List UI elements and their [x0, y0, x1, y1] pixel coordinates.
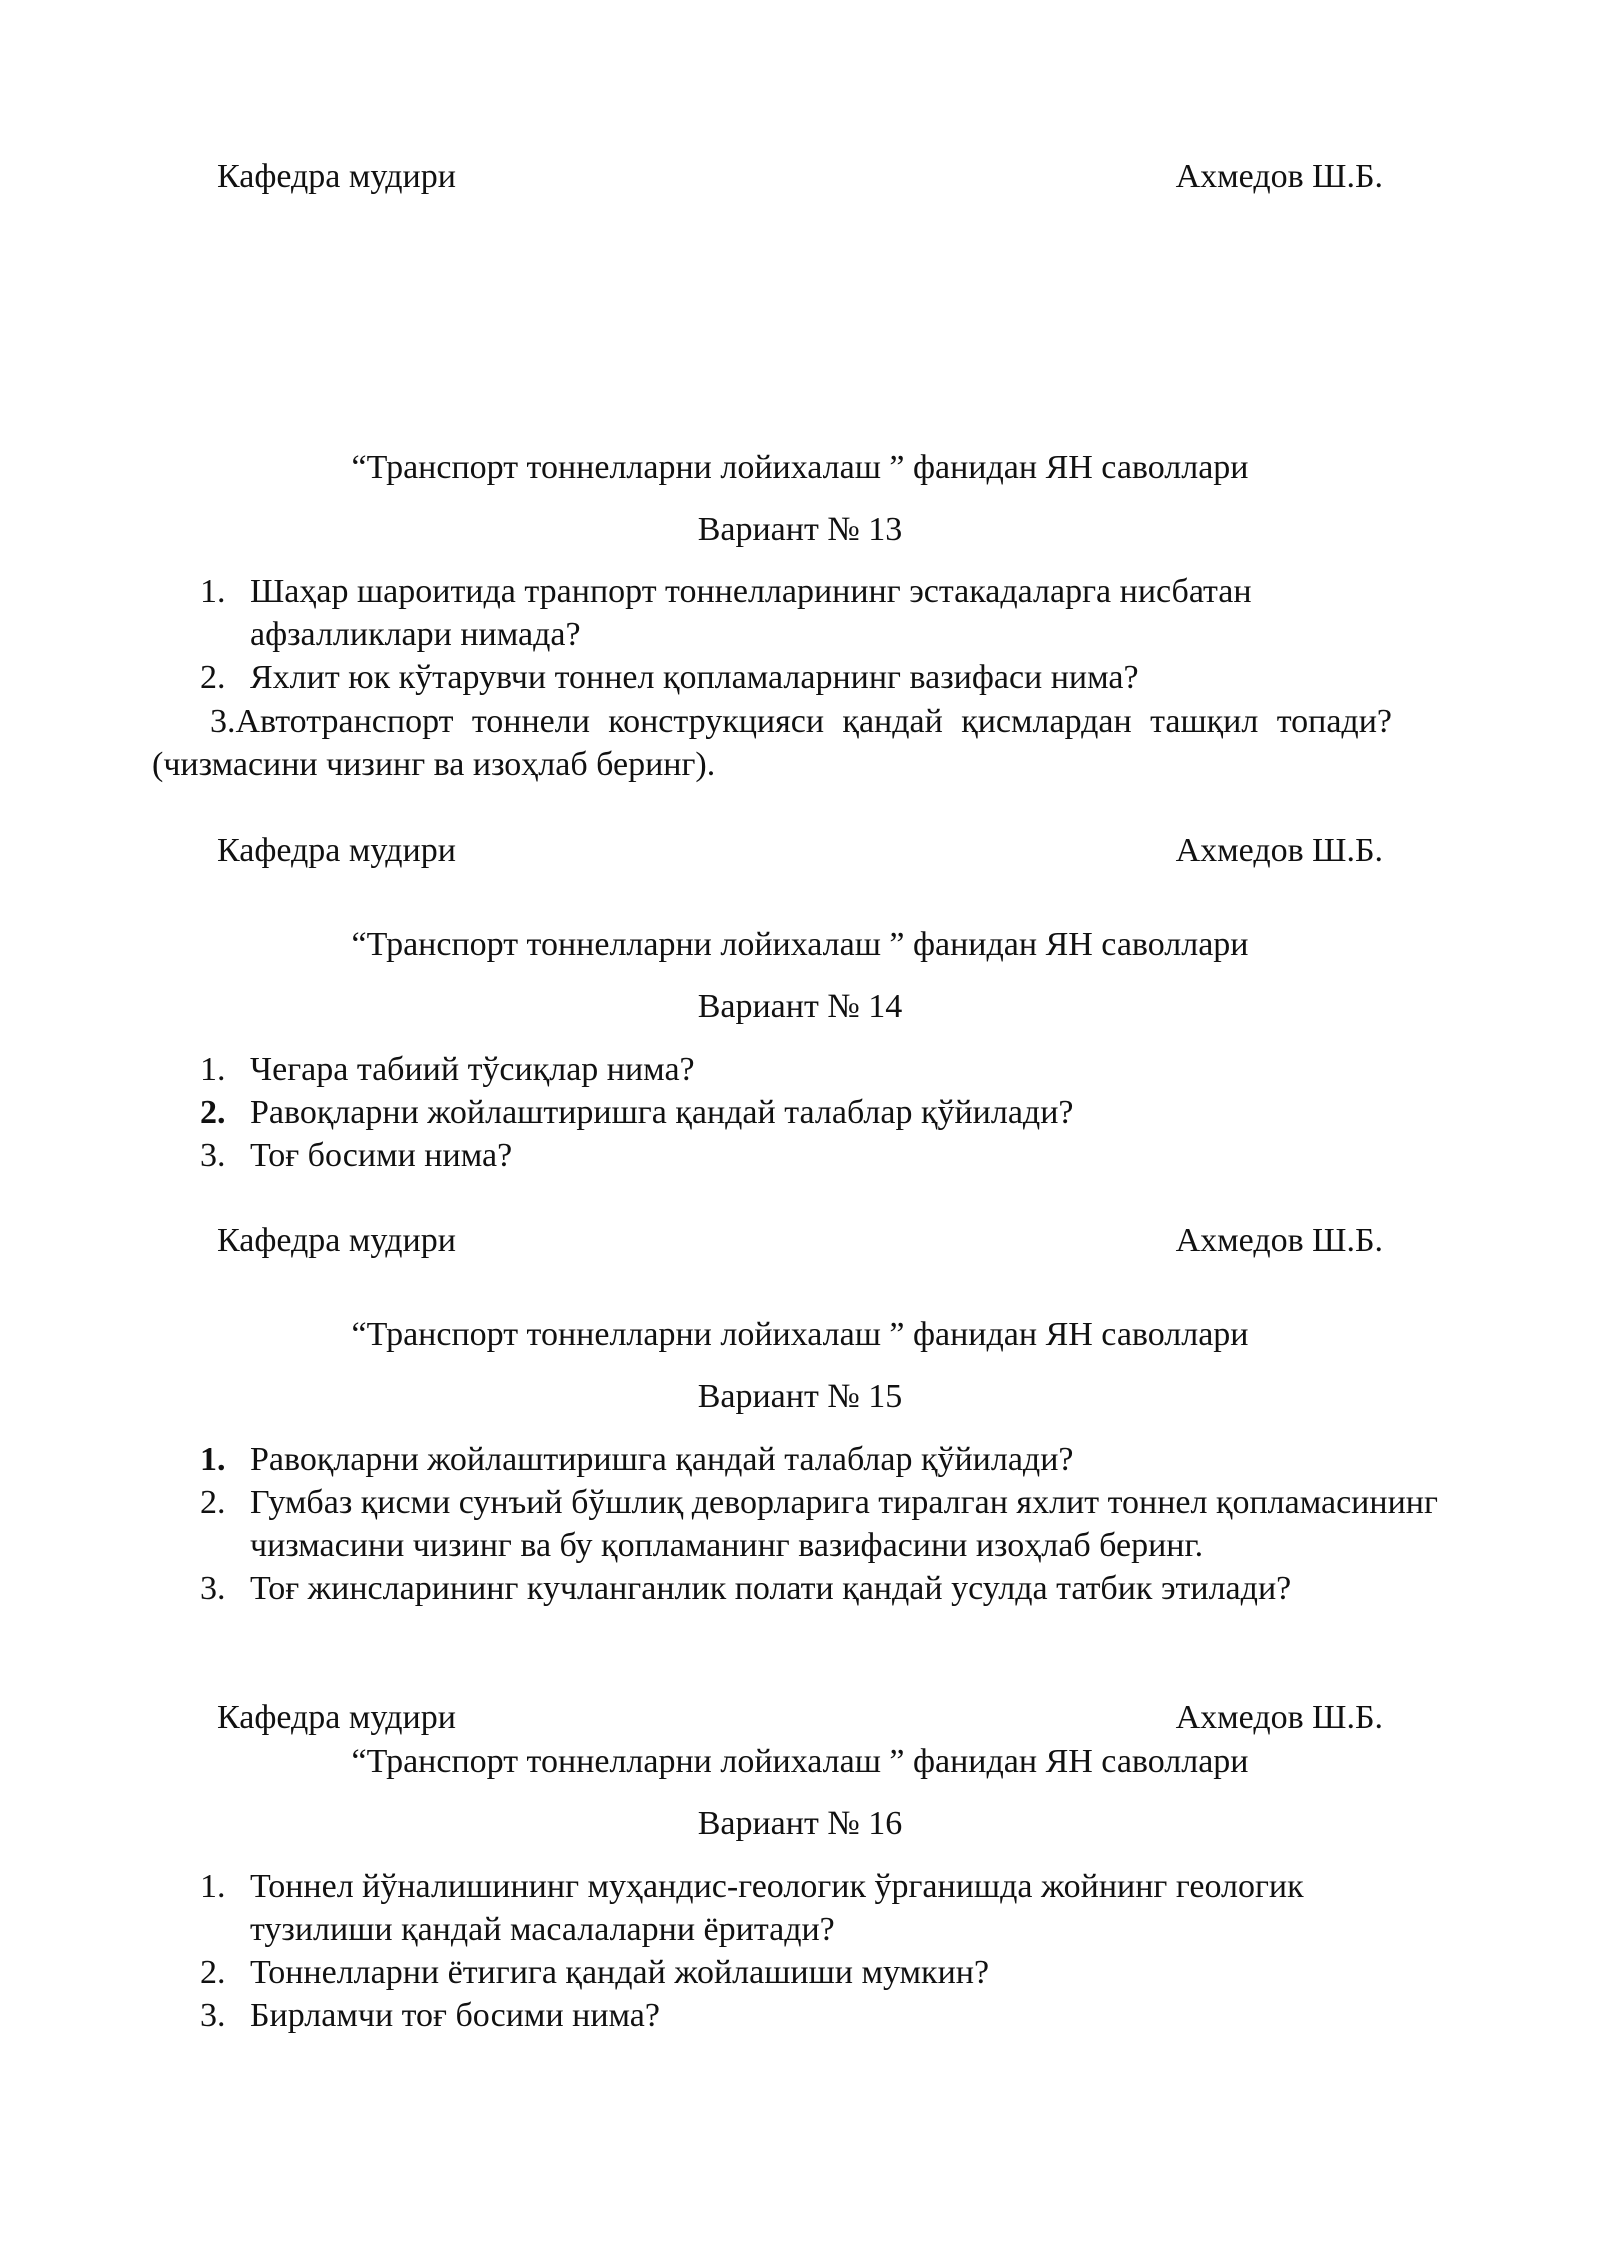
question-list [0, 1048, 1600, 1177]
question-number: 2. [200, 659, 226, 696]
question-list [0, 1438, 1600, 1610]
exam-title: “Транспорт тоннелларни лойихалаш ” фанидан ЯН саволлари [351, 1316, 1249, 1353]
signature-line [217, 155, 1383, 198]
question-item [152, 700, 1392, 786]
question-number: 1. [200, 1441, 226, 1478]
question-list [0, 570, 1600, 699]
question-item [0, 1865, 1440, 1951]
question-text: Тоғ жинсларининг кучланганлик полати қандай усулда татбик этилади? [250, 1570, 1292, 1607]
question-number: 1. [200, 573, 226, 610]
signature-line [217, 1696, 1383, 1739]
question-text: Гумбаз қисми сунъий бўшлиқ деворларига тиралган яхлит тоннел қопламасининг чизмасини чизинг ва бу қопламанинг вазифасини изоҳлаб беринг. [250, 1484, 1438, 1564]
question-item [0, 1438, 1440, 1481]
question-list [0, 1865, 1600, 2037]
question-item [0, 656, 1440, 699]
signature-person: Ахмедов Ш.Б. [1175, 158, 1383, 195]
signature-role: Кафедра мудири [217, 158, 456, 195]
question-text: Яхлит юк кўтарувчи тоннел қопламаларнинг вазифаси нима? [250, 659, 1139, 696]
question-item [0, 570, 1440, 656]
variant-label: Вариант № 13 [697, 511, 903, 548]
question-text: Тоннел йўналишининг муҳандис-геологик ўрганишда жойнинг геологик тузилиши қандай масалаларни ёритади? [250, 1868, 1304, 1948]
question-item [0, 1481, 1440, 1567]
signature-role: Кафедра мудири [217, 832, 456, 869]
variant-label: Вариант № 15 [697, 1378, 903, 1415]
signature-role: Кафедра мудири [217, 1699, 456, 1736]
signature-line [217, 1219, 1383, 1262]
question-item [0, 1951, 1440, 1994]
signature-line [217, 829, 1383, 872]
signature-person: Ахмедов Ш.Б. [1175, 1699, 1383, 1736]
question-item [0, 1048, 1440, 1091]
question-text: Автотранспорт тоннели конструкцияси қандай қисмлардан ташқил топади? (чизмасини чизинг ва изоҳлаб беринг). [152, 703, 1392, 783]
question-text: Тоғ босими нима? [250, 1137, 513, 1174]
question-item [0, 1091, 1440, 1134]
signature-person: Ахмедов Ш.Б. [1175, 832, 1383, 869]
exam-title: “Транспорт тоннелларни лойихалаш ” фанидан ЯН саволлари [351, 449, 1249, 486]
question-text: Равоқларни жойлаштиришга қандай талаблар қўйилади? [250, 1094, 1074, 1131]
question-text: Бирламчи тоғ босими нима? [250, 1997, 660, 2034]
question-number: 1. [200, 1868, 226, 1905]
exam-title: “Транспорт тоннелларни лойихалаш ” фанидан ЯН саволлари [351, 1743, 1249, 1780]
question-item [0, 1994, 1440, 2037]
variant-label: Вариант № 16 [697, 1805, 903, 1842]
signature-person: Ахмедов Ш.Б. [1175, 1222, 1383, 1259]
question-text: Равоқларни жойлаштиришга қандай талаблар қўйилади? [250, 1441, 1074, 1478]
question-item [0, 1567, 1440, 1610]
question-number: 2. [200, 1094, 226, 1131]
question-number: 3. [200, 1137, 226, 1174]
question-number: 2. [200, 1954, 226, 1991]
question-number: 3. [200, 1570, 226, 1607]
question-number: 3. [200, 1997, 226, 2034]
exam-title: “Транспорт тоннелларни лойихалаш ” фанидан ЯН саволлари [351, 926, 1249, 963]
variant-label: Вариант № 14 [697, 988, 903, 1025]
question-text: Чегара табиий тўсиқлар нима? [250, 1051, 695, 1088]
question-number: 2. [200, 1484, 226, 1521]
question-item [0, 1134, 1440, 1177]
question-text: Тоннелларни ётигига қандай жойлашиши мумкин? [250, 1954, 990, 1991]
question-number: 1. [200, 1051, 226, 1088]
question-number: 3. [210, 703, 236, 740]
signature-role: Кафедра мудири [217, 1222, 456, 1259]
question-text: Шаҳар шароитида транпорт тоннелларининг эстакадаларга нисбатан афзалликлари нимада? [250, 573, 1252, 653]
